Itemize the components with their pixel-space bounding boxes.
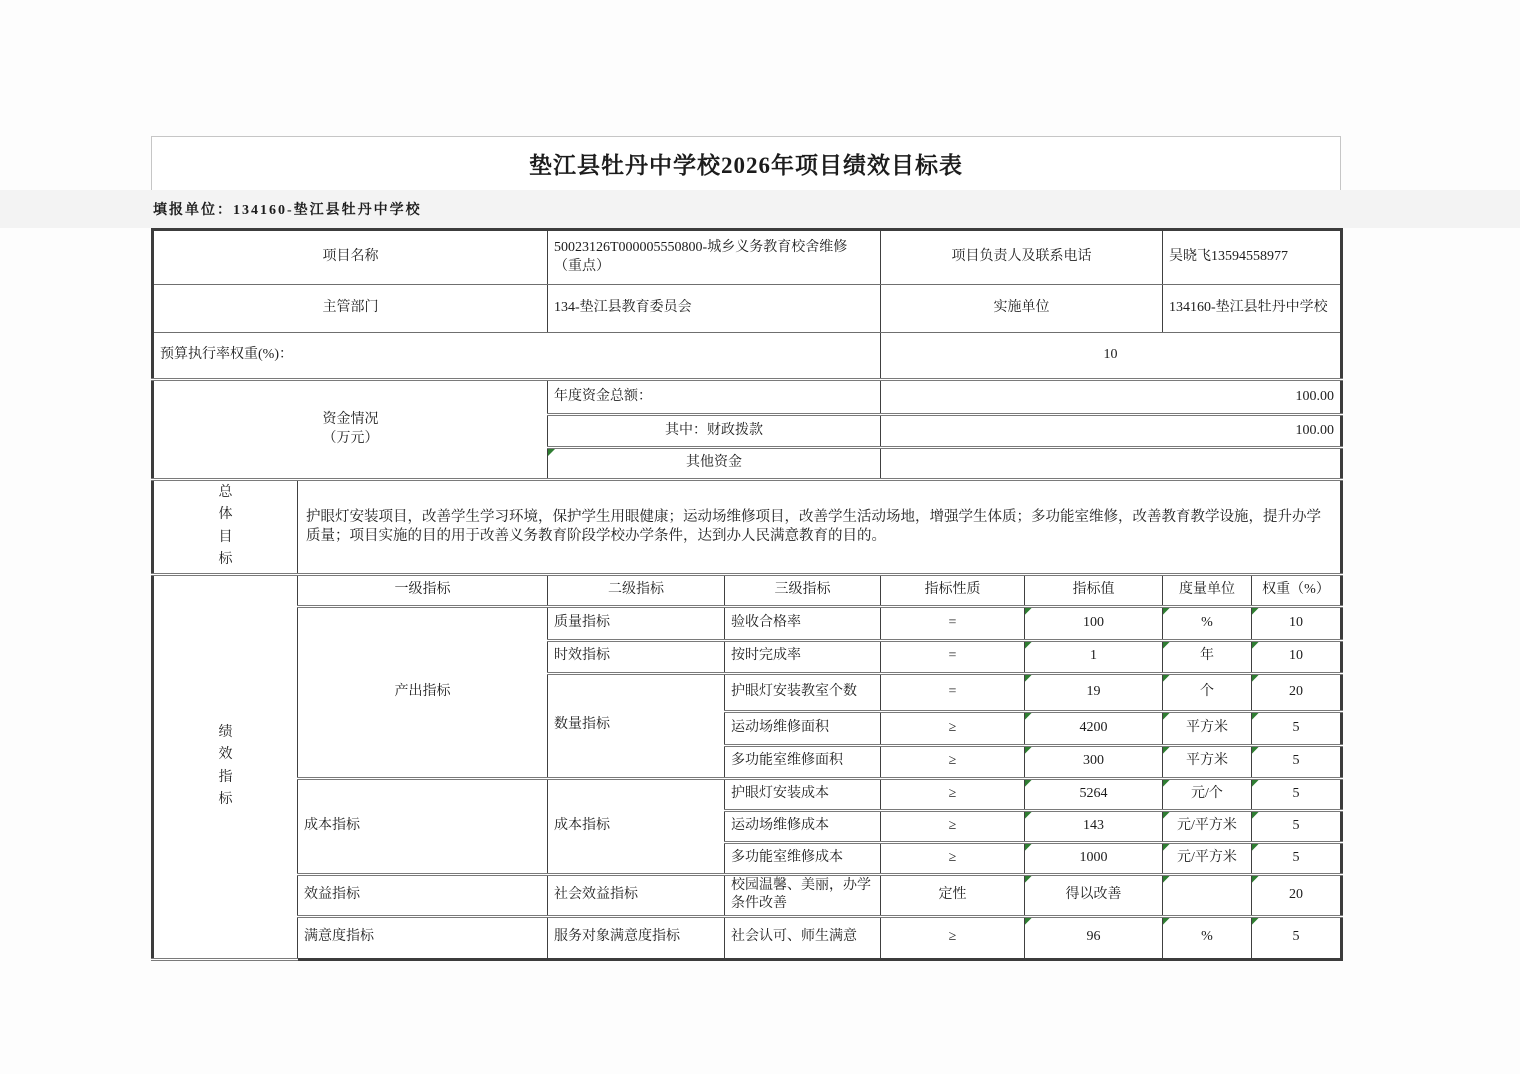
title-card [151,136,1341,191]
funds-label-line2: （万元） [322,430,379,446]
header-level3-cell: 三级指标 [725,574,881,606]
project-name-value-cell: 50023126T000005550800-城乡义务教育校舍维修（重点） [548,230,881,285]
overall-goal-label: 总体目标 [218,485,233,568]
nature-cell: ≥ [881,810,1025,842]
table-row [153,380,1342,415]
level3-cell: 校园温馨、美丽，办学条件改善 [725,874,881,916]
level3-cell: 社会认可、师生满意 [725,916,881,959]
funds-fiscal-value-cell: 100.00 [881,415,1342,448]
project-name-label-cell: 项目名称 [153,230,548,285]
funds-other-value-cell [881,448,1342,480]
value-cell: 96 [1025,916,1163,959]
value-cell: 5264 [1025,778,1163,810]
funds-total-value-cell: 100.00 [881,380,1342,415]
funds-total-label-cell: 年度资金总额： [548,380,881,415]
nature-cell: = [881,606,1025,640]
value-cell: 300 [1025,745,1163,778]
header-unit-cell: 度量单位 [1163,574,1252,606]
unit-cell: 个 [1163,673,1252,711]
unit-cell: % [1163,916,1252,959]
weight-cell: 10 [1252,640,1342,673]
table-row [153,230,1342,285]
impl-unit-label-cell: 实施单位 [881,285,1163,333]
funds-label-cell [153,380,548,480]
unit-cell: 平方米 [1163,711,1252,745]
table-row [153,480,1342,575]
unit-cell: 平方米 [1163,745,1252,778]
level3-cell: 护眼灯安装成本 [725,778,881,810]
level2-quantity-cell: 数量指标 [548,673,725,778]
level1-satisfaction-cell: 满意度指标 [298,916,548,959]
level3-cell: 护眼灯安装教室个数 [725,673,881,711]
unit-cell: 元/个 [1163,778,1252,810]
table-row [153,285,1342,333]
table-row [153,333,1342,380]
report-unit-band [0,190,1520,228]
funds-other-label-cell: 其他资金 [548,448,881,480]
indicator-row [153,916,1342,959]
nature-cell: ≥ [881,745,1025,778]
level3-cell: 多功能室维修成本 [725,842,881,874]
value-cell: 19 [1025,673,1163,711]
weight-cell: 20 [1252,673,1342,711]
nature-cell: = [881,673,1025,711]
manager-label-cell: 项目负责人及联系电话 [881,230,1163,285]
header-weight-cell: 权重（%） [1252,574,1342,606]
level1-output-cell: 产出指标 [298,606,548,778]
header-value-cell: 指标值 [1025,574,1163,606]
header-level1-cell: 一级指标 [298,574,548,606]
value-cell: 得以改善 [1025,874,1163,916]
level1-benefit-cell: 效益指标 [298,874,548,916]
nature-cell: = [881,640,1025,673]
level2-cell: 社会效益指标 [548,874,725,916]
weight-cell: 5 [1252,810,1342,842]
value-cell: 1 [1025,640,1163,673]
weight-cell: 5 [1252,842,1342,874]
nature-cell: ≥ [881,842,1025,874]
indicator-row [153,778,1342,810]
weight-cell: 5 [1252,711,1342,745]
level3-cell: 验收合格率 [725,606,881,640]
manager-value-cell: 吴晓飞13594558977 [1163,230,1342,285]
funds-fiscal-label-cell: 其中：财政拨款 [548,415,881,448]
unit-cell: % [1163,606,1252,640]
performance-side-label: 绩效指标 [218,724,233,807]
impl-unit-value-cell: 134160-垫江县牡丹中学校 [1163,285,1342,333]
level2-cell: 时效指标 [548,640,725,673]
nature-cell: ≥ [881,711,1025,745]
performance-target-table [151,228,1343,961]
unit-cell: 元/平方米 [1163,810,1252,842]
header-nature-cell: 指标性质 [881,574,1025,606]
budget-weight-value-cell: 10 [881,333,1342,380]
page-title: 垫江县牡丹中学校2026年项目绩效目标表 [529,153,963,178]
value-cell: 100 [1025,606,1163,640]
nature-cell: ≥ [881,916,1025,959]
overall-goal-label-cell [153,480,298,575]
nature-cell: ≥ [881,778,1025,810]
unit-cell [1163,874,1252,916]
indicator-row [153,606,1342,640]
weight-cell: 5 [1252,745,1342,778]
level2-cell: 质量指标 [548,606,725,640]
funds-label-line1: 资金情况 [322,412,379,428]
level3-cell: 运动场维修成本 [725,810,881,842]
level3-cell: 多功能室维修面积 [725,745,881,778]
performance-side-label-cell [153,574,298,959]
value-cell: 1000 [1025,842,1163,874]
level1-cost-cell: 成本指标 [298,778,548,874]
nature-cell: 定性 [881,874,1025,916]
dept-label-cell: 主管部门 [153,285,548,333]
indicator-row [153,874,1342,916]
budget-weight-label-cell: 预算执行率权重(%)： [153,333,881,380]
weight-cell: 5 [1252,778,1342,810]
dept-value-cell: 134-垫江县教育委员会 [548,285,881,333]
indicator-header-row [153,574,1342,606]
level3-cell: 运动场维修面积 [725,711,881,745]
value-cell: 143 [1025,810,1163,842]
weight-cell: 20 [1252,874,1342,916]
level3-cell: 按时完成率 [725,640,881,673]
report-unit-text: 填报单位：134160-垫江县牡丹中学校 [153,203,422,218]
unit-cell: 年 [1163,640,1252,673]
unit-cell: 元/平方米 [1163,842,1252,874]
value-cell: 4200 [1025,711,1163,745]
weight-cell: 5 [1252,916,1342,959]
overall-goal-text-cell: 护眼灯安装项目，改善学生学习环境，保护学生用眼健康；运动场维修项目，改善学生活动场地，增强学生体质；多功能室维修，改善教育教学设施，提升办学质量；项目实施的目的用于改善义务教育阶段学校办学条件，达到办人民满意教育的目的。 [298,480,1342,575]
level2-cost-cell: 成本指标 [548,778,725,874]
header-level2-cell: 二级指标 [548,574,725,606]
weight-cell: 10 [1252,606,1342,640]
level2-cell: 服务对象满意度指标 [548,916,725,959]
